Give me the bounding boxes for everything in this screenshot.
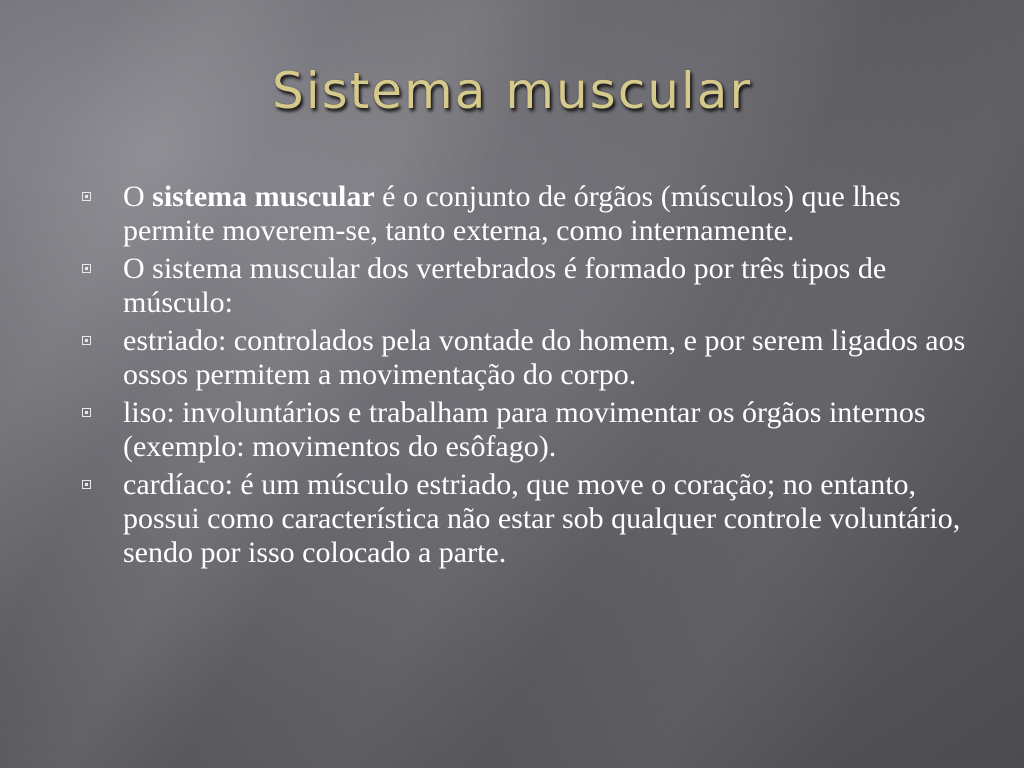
bullet-text: é o conjunto de órgãos (músculos) que lhes permite moverem-se, tanto externa, como internamente. [123, 180, 901, 247]
bullet-item-definition [80, 180, 980, 248]
bullet-list [80, 180, 980, 574]
bullet-bold-term: sistema muscular [152, 180, 375, 213]
bullet-text: O sistema muscular dos vertebrados é formado por três tipos de músculo: [123, 252, 887, 319]
square-bullet-icon [82, 264, 91, 273]
bullet-item-cardiac [80, 468, 980, 570]
bullet-text: estriado: controlados pela vontade do homem, e por serem ligados aos ossos permitem a movimentação do corpo. [123, 324, 966, 391]
bullet-text: liso: involuntários e trabalham para movimentar os órgãos internos (exemplo: movimentos do esôfago). [123, 396, 926, 463]
bullet-item-smooth [80, 396, 980, 464]
bullet-prefix: O [123, 180, 153, 213]
bullet-text: cardíaco: é um músculo estriado, que move o coração; no entanto, possui como característica não estar sob qualquer controle voluntário, sendo por isso colocado a parte. [123, 468, 961, 569]
square-bullet-icon [82, 336, 91, 345]
square-bullet-icon [82, 480, 91, 489]
bullet-item-striated [80, 324, 980, 392]
slide-title: Sistema muscular [272, 62, 752, 120]
square-bullet-icon [82, 408, 91, 417]
square-bullet-icon [82, 192, 91, 201]
bullet-item-types [80, 252, 980, 320]
